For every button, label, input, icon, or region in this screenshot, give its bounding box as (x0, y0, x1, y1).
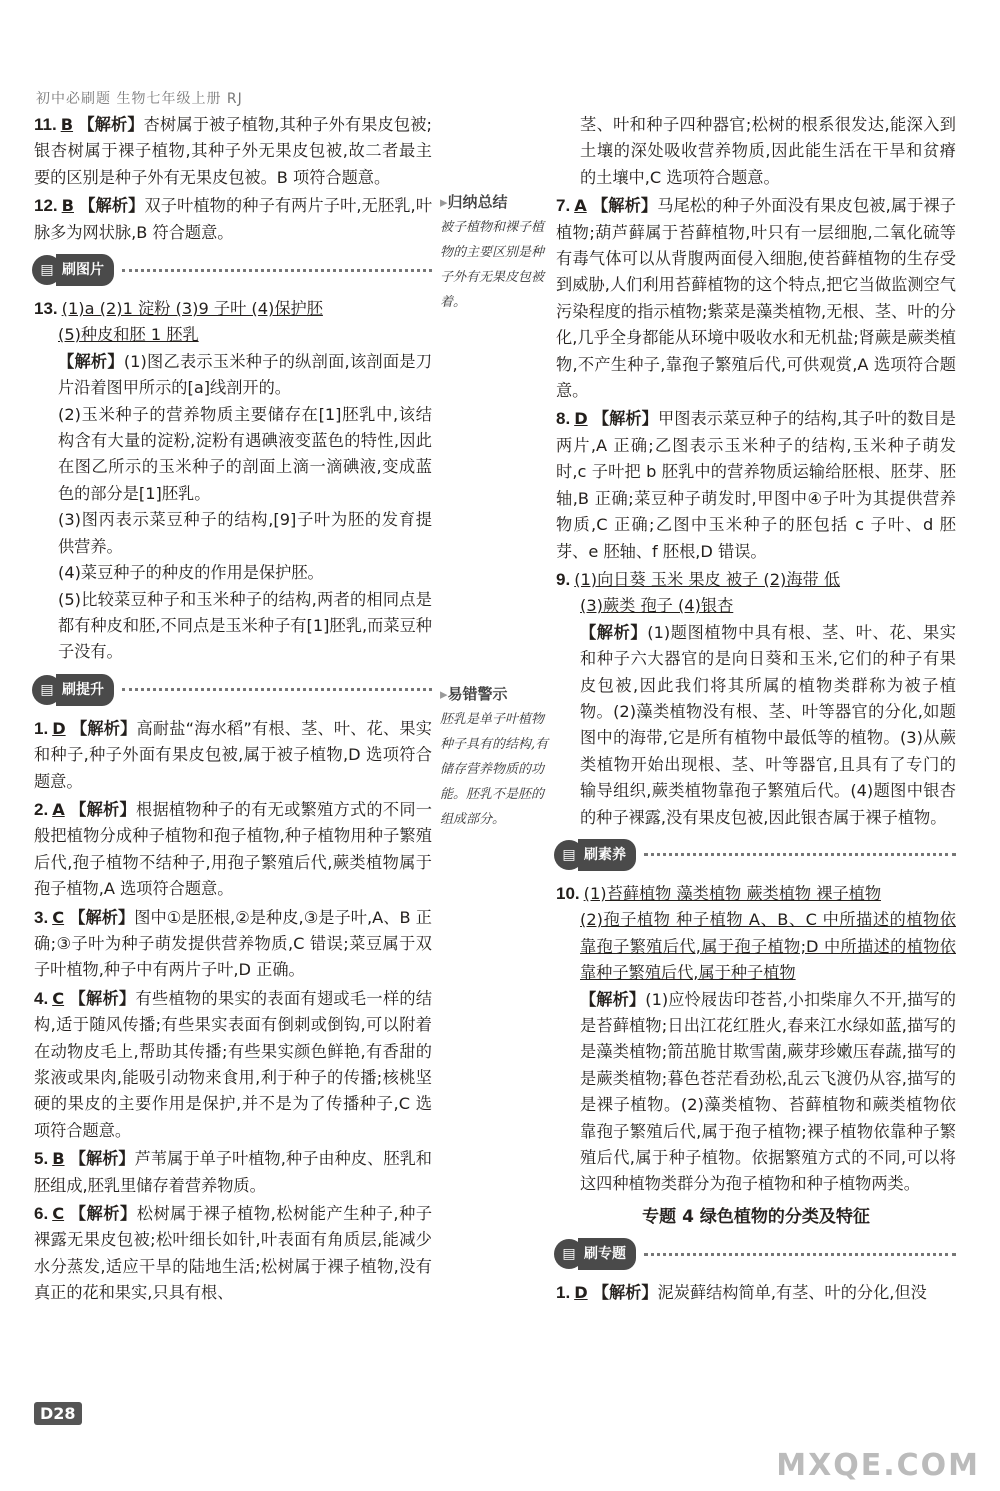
dotted-divider (644, 1253, 956, 1256)
answer-8: 8. D 【解析】甲图表示菜豆种子的结构,其子叶的数目是两片,A 正确;乙图表示玉米种子的结构,玉米种子萌发时,c 子叶把 b 胚乳中的营养物质运输给胚根、胚芽、胚轴,B 正确;菜豆种子萌发时,甲图中④子叶为其提供营养物质,C 正确;乙图中玉米种子的胚包括 c 子叶、d 胚芽、e 胚轴、f 胚根,D 错误。 (556, 409, 956, 561)
dotted-divider (122, 688, 432, 691)
answer-7: 7. A 【解析】马尾松的种子外面没有果皮包被,属于裸子植物;葫芦藓属于苔藓植物,叶只有一层细胞,二氧化硫等有毒气体可以从背腹两面侵入细胞,使苔藓植物的生存受到威胁,人们利用苔藓植物的这个特点,把它当做监测空气污染程度的指示植物;紫菜是藻类植物,无根、茎、叶的分化,几乎全身都能从环境中吸收水和无机盐;肾蕨是蕨类植物,不产生种子,靠孢子繁殖后代,可供观赏,A 选项符合题意。 (556, 196, 956, 401)
left-column (34, 112, 432, 1309)
dotted-divider (122, 269, 432, 272)
running-header: 初中必刷题 生物七年级上册 RJ (36, 91, 243, 107)
answer-3: 3. C 【解析】图中①是胚根,②是种皮,③是子叶,A、B 正确;③子叶为种子萌发提供营养物质,C 错误;菜豆属于双子叶植物,种子中有两片子叶,D 正确。 (34, 907, 432, 980)
book-icon: ▤ (554, 840, 584, 870)
section-badge-images: ▤ 刷图片 (32, 254, 432, 286)
answer-11: 11. B 【解析】杏树属于被子植物,其种子外有果皮包被;银杏树属于裸子植物,其种子外无果皮包被,故二者最主要的区别是种子外有无果皮包被。B 项符合题意。 (34, 115, 433, 187)
section-badge-topic: ▤ 刷专题 (554, 1238, 956, 1270)
answer-4: 4. C 【解析】有些植物的果实的表面有翅或毛一样的结构,适于随风传播;有些果实表面有倒刺或倒钩,可以附着在动物皮毛上,帮助其传播;有些果实颜色鲜艳,有香甜的浆液或果肉,能吸引动物来食用,利于种子的传播;核桃坚硬的果皮的主要作用是保护,并不是为了传播种子,C 选项符合题意。 (34, 988, 433, 1140)
book-icon: ▤ (32, 675, 62, 705)
answer-10: 10. (1)苔藓植物 藻类植物 蕨类植物 裸子植物 (2)孢子植物 种子植物 A、B、C 中所描述的植物依靠孢子繁殖后代,属于孢子植物;D 中所描述的植物依靠种子繁殖后代,属于种子植物 【解析】(1)应怜屐齿印苍苔,小扣柴扉久不开,描写的是苔藓植物;日出江花红胜火,春来江水绿如蓝,描写的是藻类植物;箭茁脆甘欺雪菌,蕨芽珍嫩压春蔬,描写的是蕨类植物;暮色苍茫看劲松,乱云飞渡仍从容,描写的是裸子植物。(2)藻类植物、苔藓植物和蕨类植物依靠孢子繁殖后代,属于孢子植物;裸子植物依靠种子繁殖后代,属于种子植物。依据繁殖方式的不同,可以将这四种植物类群分为孢子植物和种子植物两类。 (556, 883, 956, 1194)
answer-6: 6. C 【解析】松树属于裸子植物,松树能产生种子,种子裸露无果皮包被;松叶细长如针,叶表面有角质层,能减少水分蒸发,适应干旱的陆地生活;松树属于裸子植物,没有真正的花和果实,只具有根、 (34, 1204, 433, 1303)
topic-heading: 专题 4 绿色植物的分类及特征 (642, 1206, 870, 1227)
section-badge-literacy: ▤ 刷素养 (554, 839, 956, 871)
answer-6-continued: 茎、叶和种子四种器官;松树的根系很发达,能深入到土壤的深处吸收营养物质,因此能生活在干旱和贫瘠的土壤中,C 选项符合题意。 (580, 115, 956, 187)
answer-2: 2. A 【解析】根据植物种子的有无或繁殖方式的不同一般把植物分成种子植物和孢子植物,种子植物用种子繁殖后代,孢子植物不结种子,用孢子繁殖后代,蕨类植物属于孢子植物,A 选项符合题意。 (34, 799, 432, 899)
answer-1: 1. D 【解析】高耐盐“海水稻”有根、茎、叶、花、果实和种子,种子外面有果皮包被,属于被子植物,D 选项符合题意。 (34, 718, 432, 791)
topic-answer-1: 1. D 【解析】泥炭藓结构简单,有茎、叶的分化,但没 (556, 1283, 927, 1303)
book-icon: ▤ (554, 1239, 584, 1269)
book-icon: ▤ (32, 255, 62, 285)
answer-5: 5. B 【解析】芦苇属于单子叶植物,种子由种皮、胚乳和胚组成,胚乳里储存着营养物质。 (34, 1149, 432, 1195)
watermark-logo: MXQE.COM (776, 1448, 980, 1483)
section-badge-improve: ▤ 刷提升 (32, 674, 432, 706)
right-column (556, 112, 956, 1309)
side-note-warning: ▸ 易错警示 胚乳是单子叶植物种子具有的结构,有储存营养物质的功能。胚乳不是胚的组成部分。 (440, 682, 552, 832)
answer-9: 9. (1)向日葵 玉米 果皮 被子 (2)海带 低 (3)蕨类 孢子 (4)银杏 【解析】(1)题图植物中具有根、茎、叶、花、果实和种子六大器官的是向日葵和玉米,它们的种子有果皮包被,因此我们将其所属的植物类群称为被子植物。(2)藻类植物没有根、茎、叶等器官的分化,如题图中的海带,它是所有植物中最低等的植物。(3)从蕨类植物开始出现根、茎、叶等器官,且具有了专门的输导组织,蕨类植物靠孢子繁殖后代。(4)题图中银杏的种子裸露,没有果皮包被,因此银杏属于裸子植物。 (556, 569, 956, 827)
page-number: D28 (34, 1402, 82, 1425)
answer-12: 12. B 【解析】双子叶植物的种子有两片子叶,无胚乳,叶脉多为网状脉,B 符合题意。 (34, 196, 433, 242)
answer-13: 13. (1)a (2)1 淀粉 (3)9 子叶 (4)保护胚 (5)种皮和胚 1 胚乳 【解析】(1)图乙表示玉米种子的纵剖面,该剖面是刀片沿着图甲所示的[a]线剖开的。 (2)玉米种子的营养物质主要储存在[1]胚乳中,该结构含有大量的淀粉,淀粉有遇碘液变蓝色的特性,因此在图乙所示的玉米种子的剖面上滴一滴碘液,变成蓝色的部分是[1]胚乳。 (3)图丙表示菜豆种子的结构,[9]子叶为胚的发育提供营养。 (4)菜豆种子的种皮的作用是保护胚。 (5)比较菜豆种子和玉米种子的结构,两者的相同点是都有种皮和胚,不同点是玉米种子有[1]胚乳,而菜豆种子没有。 (34, 299, 433, 662)
dotted-divider (644, 853, 956, 856)
side-note-summary: ▸ 归纳总结 被子植物和裸子植物的主要区别是种子外有无果皮包被着。 (440, 190, 552, 315)
